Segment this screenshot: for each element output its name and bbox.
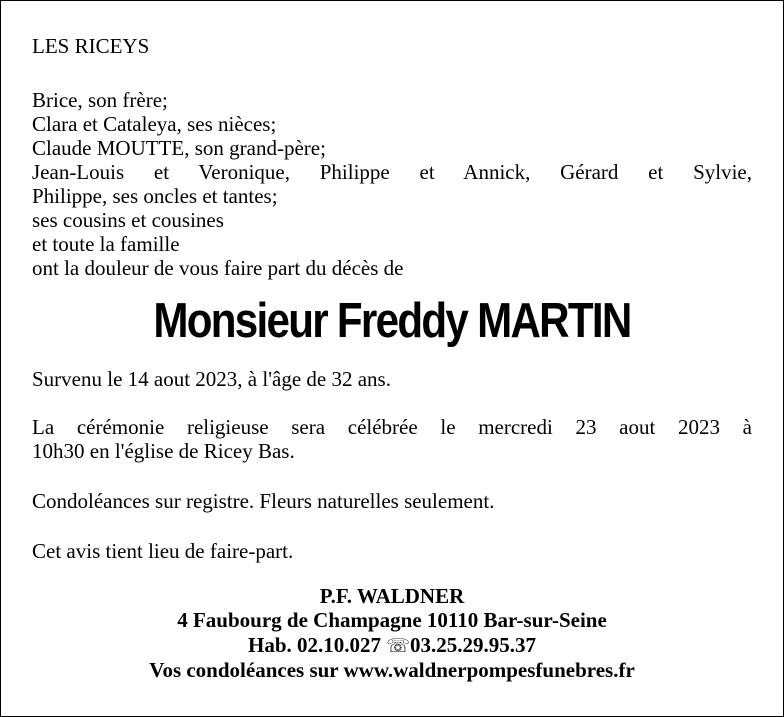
funeral-home-address: 4 Faubourg de Champagne 10110 Bar-sur-Seine — [177, 608, 607, 632]
funeral-home-name: P.F. WALDNER — [319, 584, 465, 608]
family-line: Philippe, ses oncles et tantes; — [32, 184, 278, 208]
deceased-name: Monsieur Freddy MARTIN — [153, 294, 631, 348]
family-line: et toute la famille — [32, 232, 180, 256]
ceremony-line: La cérémonie religieuse sera célébrée le mercredi 23 aout 2023 à — [32, 415, 752, 439]
website-line: Vos condoléances sur www.waldnerpompesfunebres.fr — [149, 658, 635, 682]
family-line: Claude MOUTTE, son grand-père; — [32, 136, 326, 160]
notice-line: Cet avis tient lieu de faire-part. — [32, 539, 294, 563]
family-line: Brice, son frère; — [32, 88, 168, 112]
habilitation-number: Hab. 02.10.027 — [247, 633, 381, 657]
condolences-line: Condoléances sur registre. Fleurs naturelles seulement. — [32, 489, 495, 513]
funeral-home-contact — [1, 633, 783, 659]
phone-number: 03.25.29.95.37 — [410, 633, 537, 657]
ceremony-line: 10h30 en l'église de Ricey Bas. — [32, 439, 295, 463]
phone-icon: ☏ — [386, 636, 411, 657]
family-line: ses cousins et cousines — [32, 208, 224, 232]
family-line: Clara et Cataleya, ses nièces; — [32, 112, 277, 136]
family-line: Jean-Louis et Veronique, Philippe et Annick, Gérard et Sylvie, — [32, 160, 752, 184]
death-date-line: Survenu le 14 aout 2023, à l'âge de 32 ans. — [32, 367, 391, 391]
town-heading: LES RICEYS — [32, 34, 150, 58]
announcement-line: ont la douleur de vous faire part du décès de — [32, 256, 404, 280]
